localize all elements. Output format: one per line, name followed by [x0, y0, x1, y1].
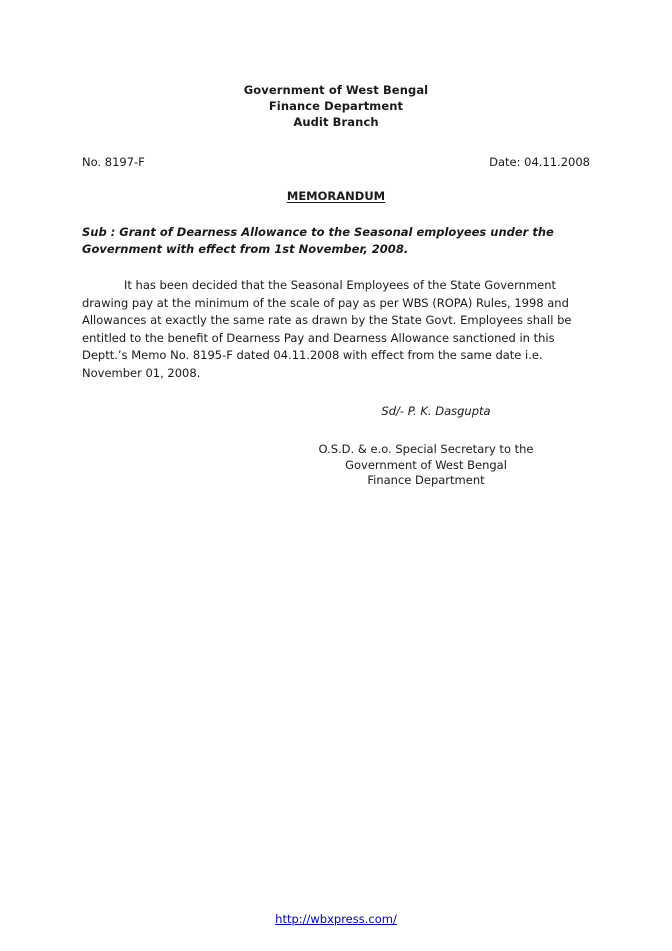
reference-row [82, 155, 590, 170]
letterhead-line-branch: Audit Branch [293, 115, 379, 129]
footer [0, 912, 672, 926]
source-link[interactable]: http://wbxpress.com/ [275, 912, 397, 926]
signature-name: Sd/- P. K. Dasgupta [381, 404, 491, 418]
signature-designation [82, 442, 590, 489]
memorandum-heading [82, 189, 590, 204]
letterhead-line-government: Government of West Bengal [243, 83, 429, 97]
body-paragraph: It has been decided that the Seasonal Employees of the State Government drawing pay at the minimum of the scale of pay as per WBS (ROPA) Rules, 1998 and Allowances at exactly the same rate as drawn by the State Govt. Employees shall be entitled to the benefit of Dearness Pay and Dearness Allowance sanctioned in this Deptt.’s Memo No. 8195-F dated 04.11.2008 with effect from the same date i.e. November 01, 2008. [82, 278, 572, 380]
designation-line-3: Finance Department [367, 473, 485, 487]
memo-number: No. 8197-F [82, 155, 145, 169]
letterhead-line-department: Finance Department [268, 99, 404, 113]
memo-date: Date: 04.11.2008 [489, 155, 590, 169]
letterhead [82, 0, 590, 130]
designation-line-2: Government of West Bengal [345, 457, 507, 472]
document-body [82, 0, 590, 489]
subject-line: Sub : Grant of Dearness Allowance to the Seasonal employees under the Government with effect from 1st November, 2008. [82, 225, 554, 256]
designation-line-1: O.S.D. & e.o. Special Secretary to the [318, 442, 534, 456]
memorandum-heading-text: MEMORANDUM [286, 189, 386, 203]
